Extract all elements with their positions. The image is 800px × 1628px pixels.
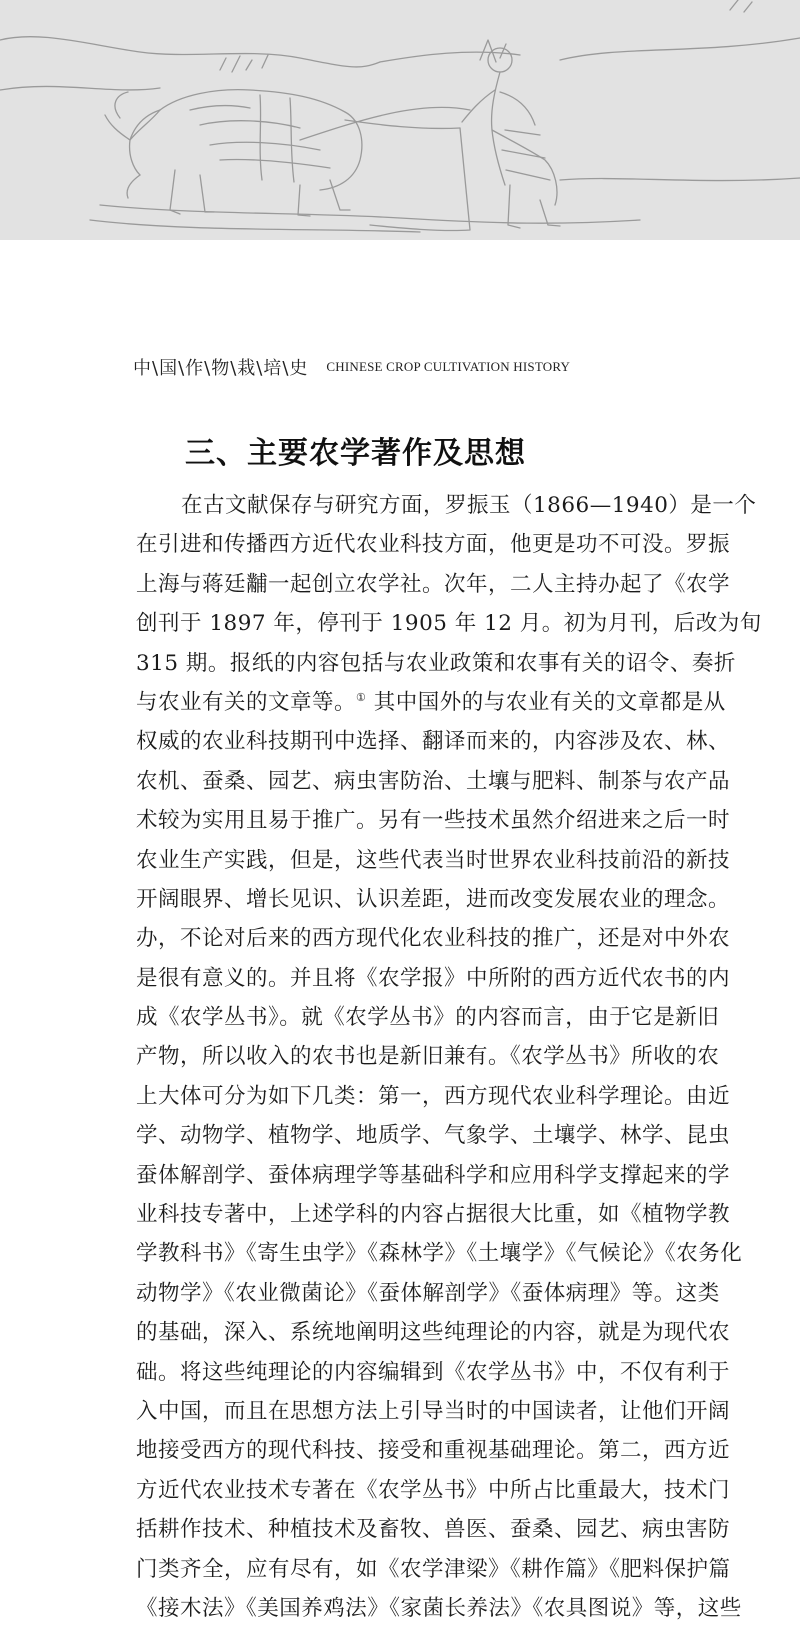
text-line: 办，不论对后来的西方现代化农业科技的推广，还是对中外农 [136,926,731,952]
text-line: 农机、蚕桑、园艺、病虫害防治、土壤与肥料、制茶与农产品 [136,768,731,794]
text-line: 业科技专著中，上述学科的内容占据很大比重，如《植物学教 [136,1202,731,1228]
running-head-english-title: CHINESE CROP CULTIVATION HISTORY [326,359,571,374]
text-line: 在古文献保存与研究方面，罗振玉（1866—1940）是一个 [181,493,757,518]
text-line: 产物，所以收入的农书也是新旧兼有。《农学丛书》所收的农 [136,1044,720,1070]
header-illustration [0,0,800,240]
text-line: 农业生产实践，但是，这些代表当时世界农业科技前沿的新技 [136,847,731,873]
text-line: 在引进和传播西方近代农业科技方面，他更是功不可没。罗振 [136,532,731,558]
text-line: 地接受西方的现代科技、接受和重视基础理论。第二，西方近 [136,1438,731,1464]
text-line: 学教科书》《寄生虫学》《森林学》《土壤学》《气候论》《农务化 [136,1241,743,1267]
text-line: 动物学》《农业微菌论》《蚕体解剖学》《蚕体病理》等。这类 [136,1280,720,1306]
text-line: 术较为实用且易于推广。另有一些技术虽然介绍进来之后一时 [136,808,731,834]
text-line: 蚕体解剖学、蚕体病理学等基础科学和应用科学支撑起来的学 [136,1162,731,1188]
text-line: 方近代农业技术专著在《农学丛书》中所占比重最大，技术门 [136,1477,731,1503]
text-line: 权威的农业科技期刊中选择、翻译而来的，内容涉及农、林、 [136,729,731,755]
footnote-marker[interactable]: ① [356,690,367,704]
text-line-start: 与农业有关的文章等。 [136,689,357,715]
running-header [133,354,800,382]
text-line: 315 期。报纸的内容包括与农业政策和农事有关的诏令、奏折 [136,650,736,676]
text-line: 门类齐全，应有尽有，如《农学津梁》《耕作篇》《肥料保护篇 [136,1556,731,1582]
text-line-continuation: 其中国外的与农业有关的文章都是从 [366,689,726,715]
section-heading: 三、主要农学著作及思想 [185,436,526,471]
body-paragraph [136,486,800,1621]
text-line: 括耕作技术、种植技术及畜牧、兽医、蚕桑、园艺、病虫害防 [136,1517,731,1543]
text-line: 础。将这些纯理论的内容编辑到《农学丛书》中，不仅有利于 [136,1359,731,1385]
text-line: 是很有意义的。并且将《农学报》中所附的西方近代农书的内 [136,965,731,991]
text-line: 入中国，而且在思想方法上引导当时的中国读者，让他们开阔 [136,1398,731,1424]
text-line: 《接木法》《美国养鸡法》《家菌长养法》《农具图说》等，这些 [136,1595,742,1621]
text-line-with-footnote [136,683,800,722]
text-line: 学、动物学、植物学、地质学、气象学、土壤学、林学、昆虫 [136,1123,731,1149]
text-line: 创刊于 1897 年，停刊于 1905 年 12 月。初为月刊，后改为旬 [136,611,762,637]
text-line: 上海与蒋廷黼一起创立农学社。次年，二人主持办起了《农学 [136,571,731,597]
text-line: 开阔眼界、增长见识、认识差距，进而改变发展农业的理念。 [136,886,731,912]
running-head-chinese-title: 中\国\作\物\栽\培\史 [133,358,309,379]
text-line: 上大体可分为如下几类：第一，西方现代农业科学理论。由近 [136,1083,731,1109]
plowing-farmer-illustration [0,0,800,240]
text-line: 的基础，深入、系统地阐明这些纯理论的内容，就是为现代农 [136,1320,731,1346]
text-line: 成《农学丛书》。就《农学丛书》的内容而言，由于它是新旧 [136,1005,720,1031]
